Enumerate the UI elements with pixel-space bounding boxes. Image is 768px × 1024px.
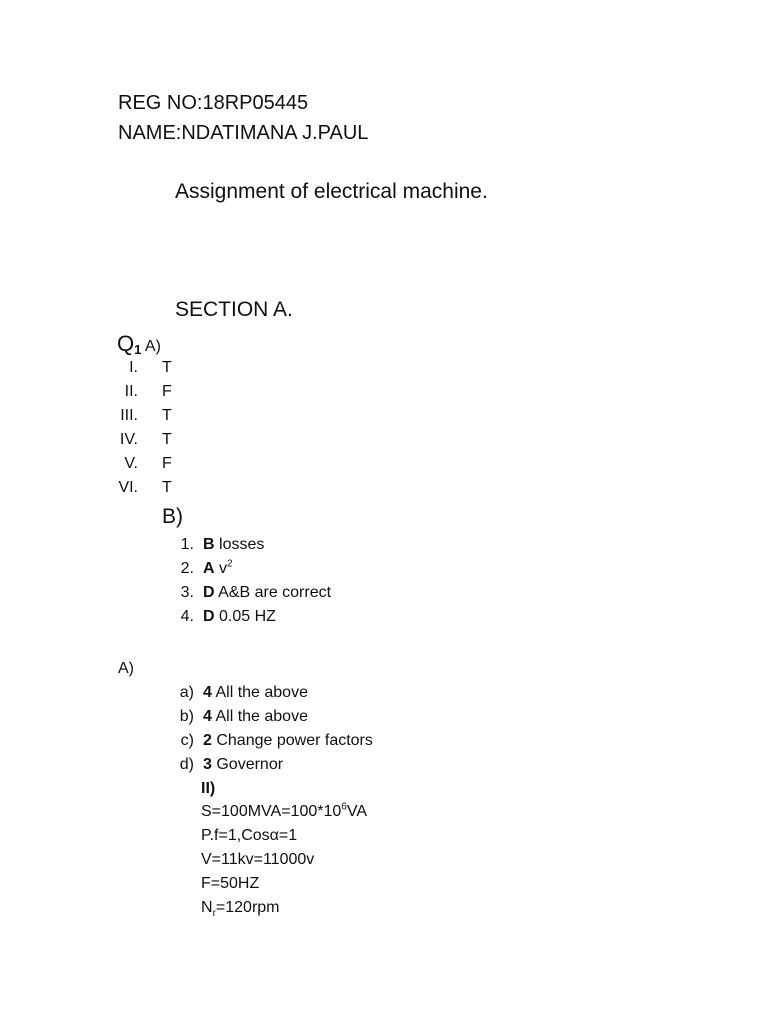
item-marker: 4. — [180, 608, 194, 625]
roman-numeral: III. — [120, 407, 138, 424]
speed-symbol: N — [201, 899, 213, 916]
answer-letter: D — [203, 584, 215, 601]
question-number: 1 — [134, 342, 142, 357]
item-marker: d) — [179, 756, 194, 773]
answer-value: F — [162, 455, 172, 472]
item-content — [203, 584, 331, 602]
superscript: 6 — [341, 801, 347, 813]
student-name: NAME:NDATIMANA J.PAUL — [118, 122, 369, 144]
item-content — [203, 536, 264, 554]
roman-numeral: II. — [124, 383, 138, 400]
item-content — [203, 684, 308, 702]
list-item — [0, 756, 500, 778]
part-b-heading: B) — [162, 505, 183, 528]
answer-value: F — [162, 383, 172, 400]
roman-numeral: I. — [129, 359, 138, 376]
list-item — [0, 732, 500, 754]
answer-letter: B — [203, 536, 215, 553]
roman-numeral: V. — [124, 455, 138, 472]
answer-number: 2 — [203, 732, 212, 749]
answer-letter: A — [203, 560, 215, 577]
answer-value: T — [162, 407, 172, 424]
voltage-line: V=11kv=11000v — [201, 851, 315, 868]
question-letter: Q — [117, 331, 135, 356]
answer-value: T — [162, 479, 172, 496]
document-title: Assignment of electrical machine. — [175, 180, 488, 203]
item-marker: b) — [179, 708, 194, 725]
power-unit: VA — [346, 803, 367, 820]
part-a-heading: A) — [118, 660, 134, 677]
list-item — [0, 359, 200, 381]
list-item — [0, 407, 200, 429]
list-item — [0, 479, 200, 501]
answer-number: 4 — [203, 684, 212, 701]
list-item — [0, 608, 500, 630]
reg-number: REG NO:18RP05445 — [118, 92, 309, 114]
answer-text: Governor — [211, 756, 284, 773]
answer-number: 4 — [203, 708, 212, 725]
answer-text: All the above — [211, 708, 308, 725]
speed-value: =120rpm — [215, 899, 280, 916]
answer-text: All the above — [211, 684, 308, 701]
answer-text: Change power factors — [211, 732, 373, 749]
answer-text: losses — [214, 536, 265, 553]
answer-value: T — [162, 359, 172, 376]
list-item — [0, 536, 500, 558]
part-ii-heading: II) — [201, 780, 216, 797]
list-item — [0, 584, 500, 606]
list-item — [0, 455, 200, 477]
frequency-line: F=50HZ — [201, 875, 260, 892]
apparent-power-line — [201, 803, 367, 821]
power-text: S=100MVA=100*10 — [201, 803, 342, 820]
item-marker: 1. — [180, 536, 194, 553]
question-part-label: A) — [141, 338, 161, 355]
subscript: r — [212, 908, 216, 920]
list-item — [0, 431, 200, 453]
item-content — [203, 708, 308, 726]
item-content — [203, 560, 233, 578]
list-item — [0, 560, 500, 582]
item-content — [203, 732, 373, 750]
answer-number: 3 — [203, 756, 212, 773]
list-item — [0, 383, 200, 405]
section-heading: SECTION A. — [175, 298, 293, 321]
item-content — [203, 608, 276, 626]
answer-value: T — [162, 431, 172, 448]
answer-text: v — [214, 560, 228, 577]
roman-numeral: IV. — [119, 431, 138, 448]
power-factor-line: P.f=1,Cosα=1 — [201, 827, 298, 844]
superscript: 2 — [227, 558, 233, 570]
item-marker: a) — [179, 684, 194, 701]
question-1-label — [117, 331, 161, 357]
answer-letter: D — [203, 608, 215, 625]
item-marker: 3. — [180, 584, 194, 601]
answer-text: 0.05 HZ — [214, 608, 276, 625]
list-item — [0, 684, 500, 706]
item-content — [203, 756, 283, 774]
item-marker: c) — [180, 732, 194, 749]
list-item — [0, 708, 500, 730]
speed-line — [201, 899, 280, 920]
item-marker: 2. — [180, 560, 194, 577]
answer-text: A&B are correct — [214, 584, 332, 601]
roman-numeral: VI. — [118, 479, 138, 496]
